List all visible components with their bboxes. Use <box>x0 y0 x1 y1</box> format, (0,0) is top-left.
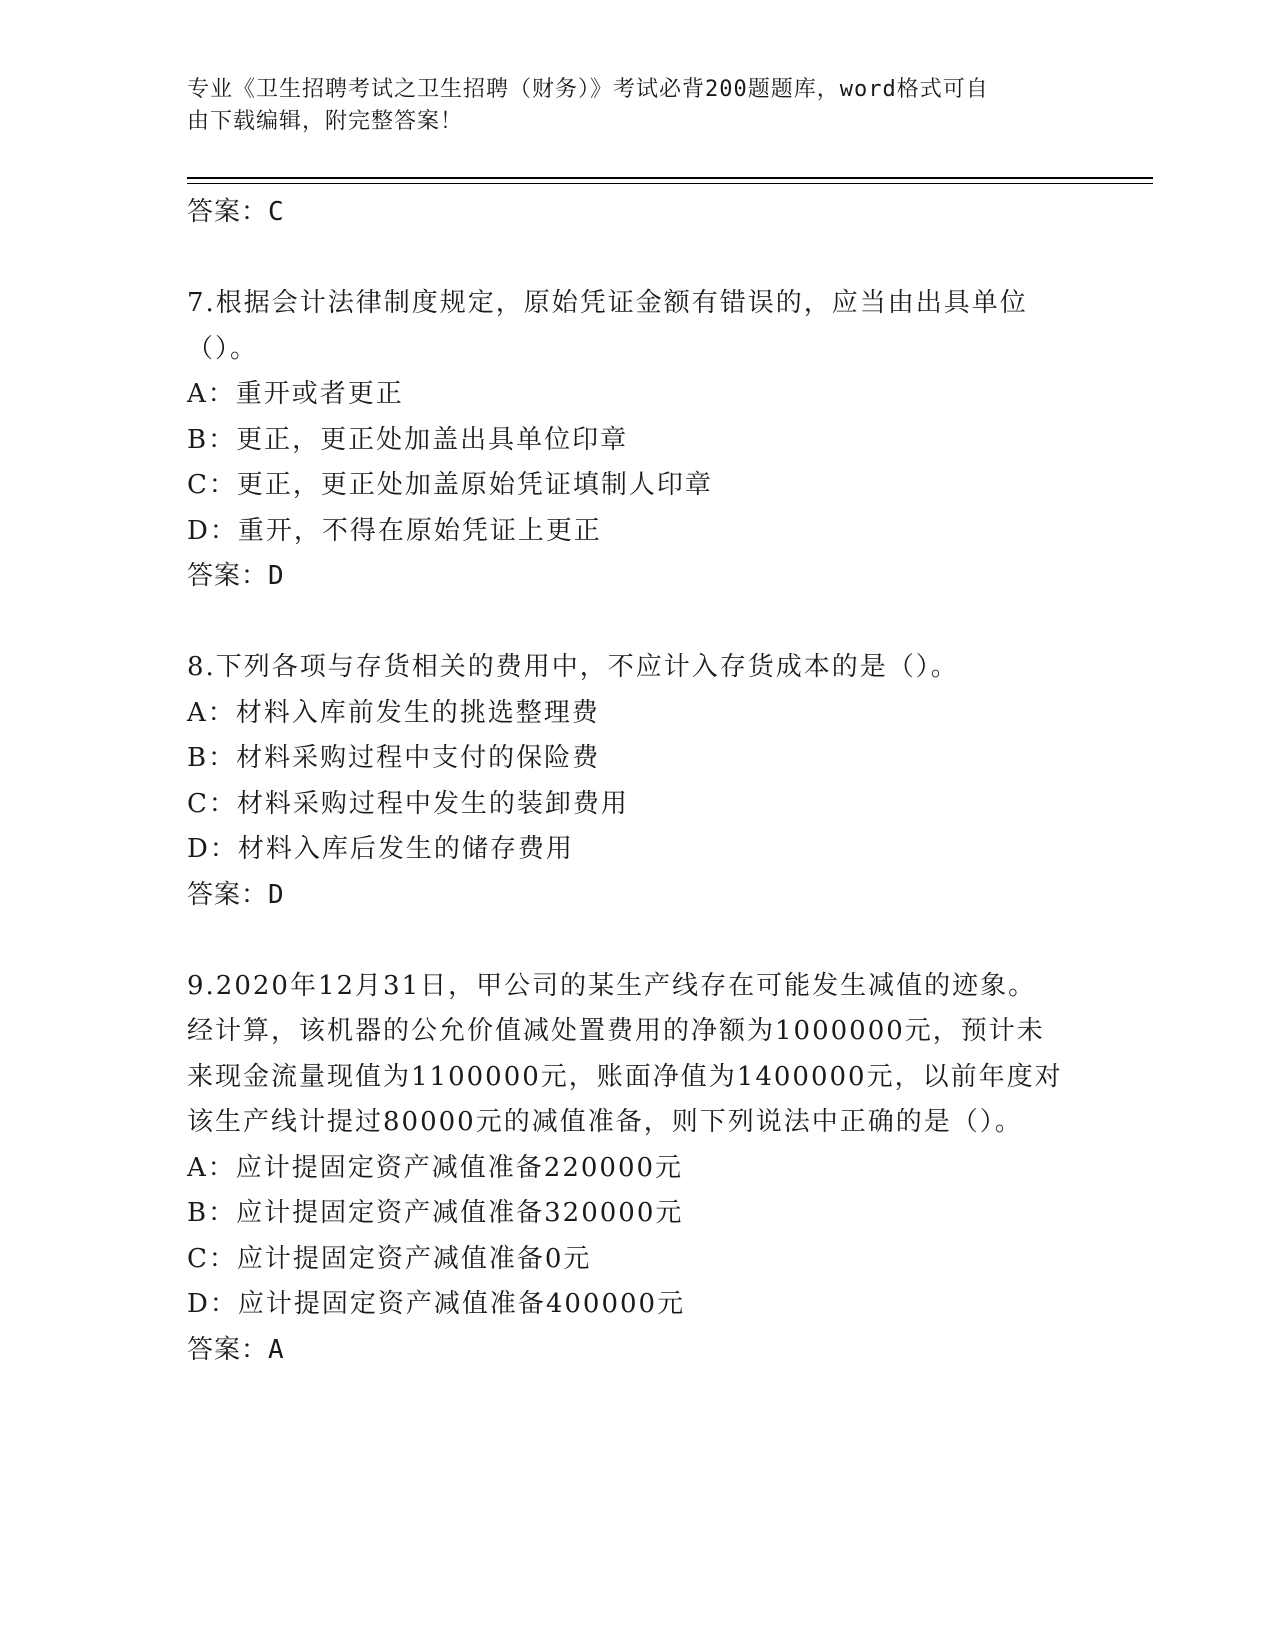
question-9 <box>187 964 1087 1374</box>
option-c: C：材料采购过程中发生的装卸费用 <box>187 788 629 819</box>
answer-line: 答案：C <box>187 197 285 227</box>
header-divider-thick <box>187 177 1153 179</box>
option-c: C：应计提固定资产减值准备0元 <box>187 1243 592 1274</box>
option-c: C：更正，更正处加盖原始凭证填制人印章 <box>187 470 713 500</box>
spacer <box>187 600 1087 646</box>
question-text-line: 经计算，该机器的公允价值减处置费用的净额为1000000元，预计未 <box>187 1016 1045 1046</box>
answer-line: 答案：D <box>187 561 285 591</box>
question-text-line: 7.根据会计法律制度规定，原始凭证金额有错误的，应当由出具单位 <box>187 288 1028 318</box>
question-text-line: 9.2020年12月31日，甲公司的某生产线存在可能发生减值的迹象。 <box>187 970 1037 1001</box>
option-b: B：应计提固定资产减值准备320000元 <box>187 1198 684 1228</box>
question-text-line: 该生产线计提过80000元的减值准备，则下列说法中正确的是（）。 <box>187 1107 1023 1137</box>
option-d: D：材料入库后发生的储存费用 <box>187 834 574 864</box>
option-b: B：更正，更正处加盖出具单位印章 <box>187 424 629 455</box>
question-8 <box>187 645 1087 918</box>
spacer <box>187 918 1087 964</box>
option-b: B：材料采购过程中支付的保险费 <box>187 743 601 773</box>
question-text-line: 来现金流量现值为1100000元，账面净值为1400000元，以前年度对 <box>187 1061 1063 1092</box>
option-d: D：重开，不得在原始凭证上更正 <box>187 515 602 546</box>
header-divider-thin <box>187 183 1153 184</box>
question-text-line: 8.下列各项与存货相关的费用中，不应计入存货成本的是（）。 <box>187 652 959 682</box>
question-7 <box>187 281 1087 600</box>
option-a: A：重开或者更正 <box>187 379 404 409</box>
spacer <box>187 236 1087 282</box>
question-list <box>187 190 1087 1373</box>
question-text-line: （）。 <box>187 333 259 364</box>
answer-line: 答案：D <box>187 879 285 910</box>
option-a: A：材料入库前发生的挑选整理费 <box>187 697 600 728</box>
document-header <box>187 74 1067 138</box>
answer-line: 答案：A <box>187 1334 285 1365</box>
option-a: A：应计提固定资产减值准备220000元 <box>187 1152 684 1183</box>
header-line-1: 专业《卫生招聘考试之卫生招聘（财务）》考试必背200题题库，word格式可自 <box>187 77 989 102</box>
option-d: D：应计提固定资产减值准备400000元 <box>187 1289 686 1319</box>
header-line-2: 由下载编辑，附完整答案！ <box>187 109 464 134</box>
